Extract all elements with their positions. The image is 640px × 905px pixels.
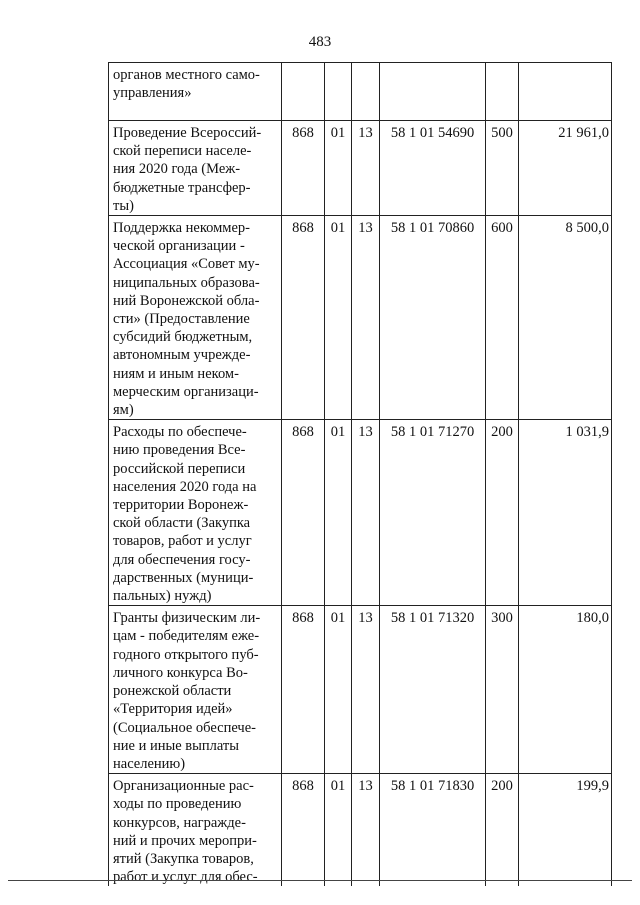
expense-name-cell	[109, 216, 282, 420]
expense-type-code: 200	[491, 778, 513, 795]
expense-name-cell	[109, 606, 282, 774]
target-article-code: 58 1 01 70860	[390, 220, 475, 237]
section-code: 01	[330, 610, 346, 627]
page-number: 483	[308, 34, 332, 50]
amount-cell	[519, 216, 612, 420]
expense-type-code: 200	[491, 424, 513, 441]
subsection-code-cell	[352, 63, 380, 121]
section-code-cell	[325, 63, 352, 121]
section-code-cell	[325, 606, 352, 774]
subsection-code: 13	[358, 125, 373, 141]
subsection-code-cell	[352, 216, 380, 420]
expense-name-cell	[109, 63, 282, 121]
table-row	[109, 216, 612, 420]
amount: 180,0	[576, 610, 609, 627]
ministry-code: 868	[292, 778, 314, 795]
expense-name-cell	[109, 774, 282, 887]
target-article-code: 58 1 01 71830	[390, 778, 475, 795]
table-row	[109, 121, 612, 216]
expense-type-code: 300	[491, 610, 513, 627]
amount: 1 031,9	[565, 424, 609, 441]
ministry-code: 868	[292, 125, 314, 141]
amount-cell	[519, 606, 612, 774]
subsection-code: 13	[358, 424, 373, 441]
target-article-cell	[380, 420, 486, 606]
subsection-code-cell	[352, 606, 380, 774]
section-code-cell	[325, 216, 352, 420]
expense-name: Проведение Всероссий- ской переписи населе- ния 2020 года (Меж- бюджетные трансфер- ты)	[113, 125, 262, 214]
target-article-cell	[380, 63, 486, 121]
section-code: 01	[330, 125, 346, 141]
ministry-code-cell	[282, 121, 325, 216]
ministry-code-cell	[282, 606, 325, 774]
footer-divider	[8, 880, 632, 881]
expense-name-cell	[109, 121, 282, 216]
table-row	[109, 774, 612, 887]
section-code-cell	[325, 121, 352, 216]
ministry-code: 868	[292, 424, 314, 441]
ministry-code-cell	[282, 420, 325, 606]
amount-cell	[519, 774, 612, 887]
expense-type-cell	[486, 216, 519, 420]
amount-cell	[519, 121, 612, 216]
expense-type-code: 500	[491, 125, 513, 141]
expense-name: Организационные рас- ходы по проведению конкурсов, награжде- ний и прочих меропри- ятий (Закупка товаров, работ и услуг для обес-	[113, 778, 258, 886]
section-code: 01	[330, 220, 346, 237]
subsection-code: 13	[358, 610, 373, 627]
table-row-continuation	[109, 63, 612, 121]
target-article-code: 58 1 01 71270	[390, 424, 475, 441]
amount-cell	[519, 63, 612, 121]
target-article-code: 58 1 01 54690	[390, 125, 475, 141]
target-article-cell	[380, 216, 486, 420]
target-article-cell	[380, 121, 486, 216]
table-row	[109, 420, 612, 606]
subsection-code-cell	[352, 774, 380, 887]
amount-cell	[519, 420, 612, 606]
section-code: 01	[330, 778, 346, 795]
expense-type-cell	[486, 63, 519, 121]
target-article-cell	[380, 606, 486, 774]
ministry-code-cell	[282, 63, 325, 121]
ministry-code-cell	[282, 216, 325, 420]
ministry-code: 868	[292, 610, 314, 627]
section-code: 01	[330, 424, 346, 441]
ministry-code-cell	[282, 774, 325, 887]
expense-type-cell	[486, 774, 519, 887]
budget-table	[108, 62, 612, 886]
section-code-cell	[325, 420, 352, 606]
expense-type-cell	[486, 121, 519, 216]
amount: 21 961,0	[558, 125, 609, 141]
expense-type-cell	[486, 606, 519, 774]
subsection-code: 13	[358, 220, 373, 237]
target-article-cell	[380, 774, 486, 887]
target-article-code: 58 1 01 71320	[390, 610, 475, 627]
expense-name-cell	[109, 420, 282, 606]
expense-name: Поддержка некоммер- ческой организации - Ассоциация «Совет му- ниципальных образова- ний Воронежской обла- сти» (Предоставление субсидий бюджетным, автономным учрежде- ниям и иным неком- мерческим организаци- ям)	[113, 220, 260, 419]
expense-name: Гранты физическим ли- цам - победителям еже- годного открытого пуб- личного конкурса Во- ронежской области «Территория идей» (Социальное обеспече- ние и иные выплаты населению)	[113, 610, 261, 772]
expense-name: органов местного само- управления»	[113, 67, 260, 102]
section-code-cell	[325, 774, 352, 887]
amount: 8 500,0	[565, 220, 609, 237]
expense-type-cell	[486, 420, 519, 606]
subsection-code: 13	[358, 778, 373, 795]
subsection-code-cell	[352, 121, 380, 216]
table-row	[109, 606, 612, 774]
expense-type-code: 600	[491, 220, 513, 237]
ministry-code: 868	[292, 220, 314, 237]
subsection-code-cell	[352, 420, 380, 606]
expense-name: Расходы по обеспече- нию проведения Все- российской переписи населения 2020 года на территории Воронеж- ской области (Закупка товаров, работ и услуг для обеспечения госу- дарственных (муници- пальных) нужд)	[113, 424, 257, 605]
amount: 199,9	[576, 778, 609, 795]
